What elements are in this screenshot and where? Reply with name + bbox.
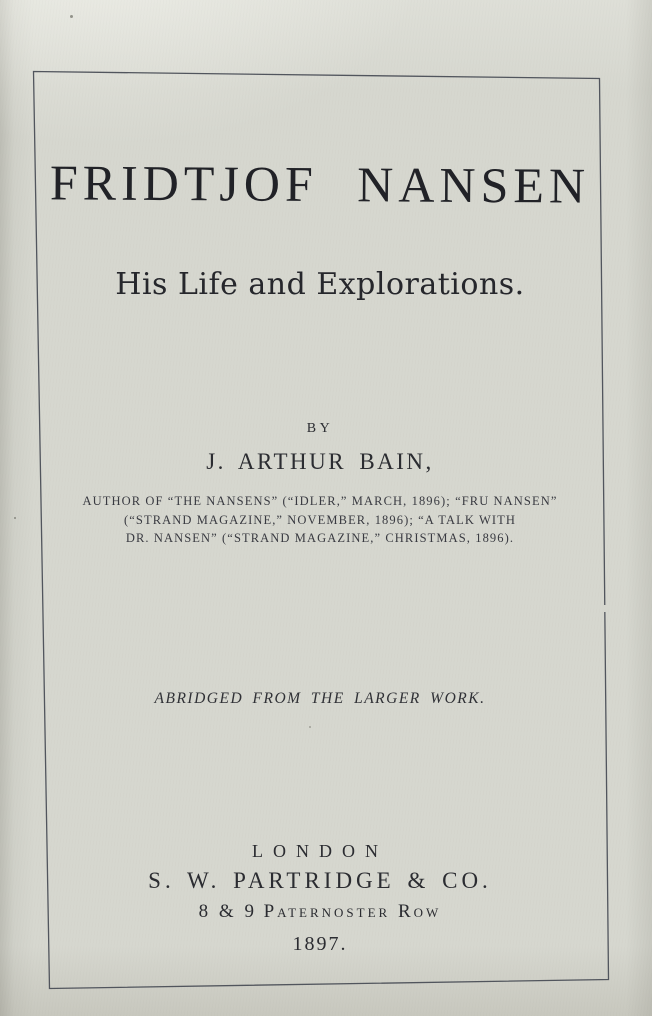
edition-note: ABRIDGED FROM THE LARGER WORK. [154, 690, 486, 707]
imprint-address-street: Paternoster Row [263, 901, 442, 922]
author-name: J. ARTHUR BAIN, [206, 449, 434, 474]
title-page-content [34, 0, 606, 1016]
paper-speck [14, 517, 16, 519]
book-title: FRIDTJOF NANSEN [49, 154, 591, 214]
imprint-publisher: S. W. PARTRIDGE & CO. [148, 868, 492, 893]
byline-label: BY [306, 421, 334, 436]
author-credits [34, 492, 606, 548]
author-credit-line: (“STRAND MAGAZINE,” NOVEMBER, 1896); “A TALK WITH [124, 512, 516, 527]
imprint-address-number: 8 & 9 [198, 901, 257, 922]
imprint-year: 1897. [292, 933, 348, 955]
book-subtitle: His Life and Explorations. [115, 267, 525, 302]
imprint-city: LONDON [252, 841, 388, 861]
author-credit-line: DR. NANSEN” (“STRAND MAGAZINE,” CHRISTMAS, 1896). [125, 531, 515, 545]
imprint-address [34, 901, 606, 923]
author-credit-line: AUTHOR OF “THE NANSENS” (“IDLER,” MARCH, 1896); “FRU NANSEN” [82, 494, 558, 508]
